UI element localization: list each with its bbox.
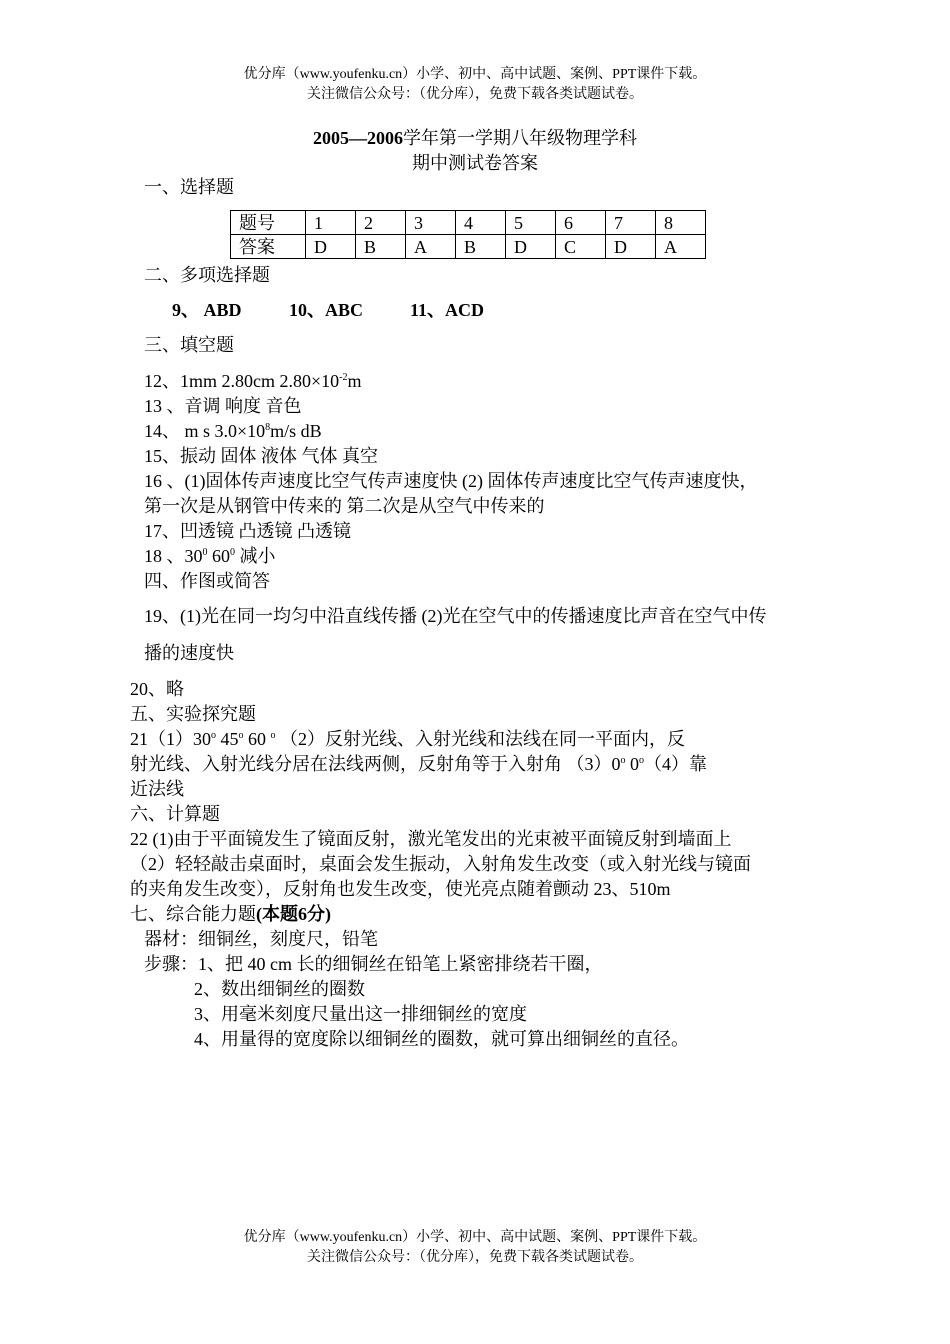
table-cell: 1 <box>306 211 356 235</box>
answer-q21-line1 <box>130 727 685 751</box>
table-cell: D <box>506 235 556 259</box>
page-subtitle: 期中测试卷答案 <box>412 153 538 173</box>
answer-q21-line2 <box>130 752 707 776</box>
title-rest: 学年第一学期八年级物理学科 <box>403 128 637 148</box>
answer-q13: 13 、音调 响度 音色 <box>144 396 302 416</box>
s7-materials: 器材：细铜丝，刻度尺，铅笔 <box>144 929 378 949</box>
q21-line2-a: 射光线、入射光线分居在法线两侧，反射角等于入射角 （3）0 <box>130 754 621 774</box>
section-3-heading: 三、填空题 <box>144 335 234 355</box>
answer-q14 <box>144 419 322 443</box>
footer-watermark-line1: 优分库（www.youfenku.cn）小学、初中、高中试题、案例、PPT课件下载。 <box>243 1230 707 1245</box>
s7-points-open: (本题 <box>256 904 298 924</box>
q21-part-a: 21（1）30 <box>130 729 211 749</box>
q21-part-b: 45 <box>216 729 239 749</box>
q21-line2-c: （4）靠 <box>644 754 707 774</box>
table-cell: A <box>656 235 706 259</box>
s7-step-2: 2、数出细铜丝的圈数 <box>194 979 365 999</box>
answer-q12 <box>144 369 362 393</box>
q14-unit: m/s dB <box>270 421 322 441</box>
table-cell: 2 <box>356 211 406 235</box>
table-cell: D <box>306 235 356 259</box>
section-7-heading <box>130 902 331 926</box>
answer-q22-line2: （2）轻轻敲击桌面时，桌面会发生振动，入射角发生改变（或入射光线与镜面 <box>130 854 751 874</box>
s7-step-4: 4、用量得的宽度除以细铜丝的圈数，就可算出细铜丝的直径。 <box>194 1029 689 1049</box>
answer-q15: 15、振动 固体 液体 气体 真空 <box>144 446 378 466</box>
table-label-answer: 答案 <box>231 235 306 259</box>
q12-unit: m <box>347 371 362 391</box>
q21-part-d: （2）反射光线、入射光线和法线在同一平面内，反 <box>275 729 685 749</box>
q18-degree-2: 0 <box>230 547 235 558</box>
s7-points-close: 分) <box>307 904 331 924</box>
q18-part3: 减小 <box>235 546 276 566</box>
q21-part-c: 60 <box>243 729 271 749</box>
table-cell: C <box>556 235 606 259</box>
table-cell: A <box>406 235 456 259</box>
answer-q18 <box>144 544 276 568</box>
q21-degree: o <box>211 730 216 741</box>
section-4-heading: 四、作图或简答 <box>144 571 270 591</box>
table-cell: 3 <box>406 211 456 235</box>
answer-q19-line1: 19、(1)光在同一均匀中沿直线传播 (2)光在空气中的传播速度比声音在空气中传 <box>144 606 767 626</box>
s7-step-3: 3、用毫米刻度尺量出这一排细铜丝的宽度 <box>194 1004 527 1024</box>
section-5-heading: 五、实验探究题 <box>130 704 256 724</box>
s7-points-value: 6 <box>298 904 307 924</box>
answer-q20: 20、略 <box>130 679 184 699</box>
table-cell: B <box>456 235 506 259</box>
answer-q21-line3: 近法线 <box>130 779 184 799</box>
table-row <box>231 235 706 259</box>
header-watermark-line1: 优分库（www.youfenku.cn）小学、初中、高中试题、案例、PPT课件下载。 <box>243 67 707 82</box>
section-2-heading: 二、多项选择题 <box>144 265 270 285</box>
page-title <box>0 126 950 150</box>
answer-q19-line2: 播的速度快 <box>144 643 234 663</box>
table-cell: 5 <box>506 211 556 235</box>
q14-text: 14、 m s 3.0×10 <box>144 421 266 441</box>
footer-watermark-line2: 关注微信公众号：（优分库），免费下载各类试题试卷。 <box>307 1250 643 1265</box>
answer-q16-line2: 第一次是从钢管中传来的 第二次是从空气中传来的 <box>144 496 545 516</box>
section-1-heading: 一、选择题 <box>144 177 234 197</box>
table-cell: 8 <box>656 211 706 235</box>
answer-q22-line3: 的夹角发生改变），反射角也发生改变，使光亮点随着颤动 23、510m <box>130 879 671 899</box>
table-cell: 4 <box>456 211 506 235</box>
title-year: 2005—2006 <box>313 128 403 148</box>
q18-part1: 18 、30 <box>144 546 203 566</box>
answer-q17: 17、凹透镜 凸透镜 凸透镜 <box>144 521 351 541</box>
section-6-heading: 六、计算题 <box>130 804 220 824</box>
answer-q11: 11、ACD <box>410 300 485 320</box>
q12-text: 12、1mm 2.80cm 2.80×10 <box>144 371 340 391</box>
q14-exponent: 8 <box>265 422 271 433</box>
s7-step-1: 步骤：1、把 40 cm 长的细铜丝在铅笔上紧密排绕若干圈， <box>144 954 603 974</box>
table-label-question: 题号 <box>231 211 306 235</box>
answer-q10: 10、ABC <box>289 300 364 320</box>
answer-q22-line1: 22 (1)由于平面镜发生了镜面反射，激光笔发出的光束被平面镜反射到墙面上 <box>130 829 732 849</box>
table-row <box>231 211 706 235</box>
header-watermark-line2: 关注微信公众号：（优分库），免费下载各类试题试卷。 <box>307 87 643 102</box>
q18-part2: 60 <box>207 546 230 566</box>
q21-degree: o <box>639 755 644 766</box>
answer-q9: 9、 ABD <box>172 300 242 320</box>
q21-degree: o <box>270 730 276 741</box>
q21-line2-b: 0 <box>625 754 639 774</box>
table-cell: B <box>356 235 406 259</box>
q12-exponent: -2 <box>339 372 348 383</box>
q18-degree-1: 0 <box>202 547 208 558</box>
table-cell: 7 <box>606 211 656 235</box>
s7-heading-text: 七、综合能力题 <box>130 904 256 924</box>
q21-degree: o <box>238 730 244 741</box>
answer-table <box>230 210 706 259</box>
answer-q16-line1: 16 、(1)固体传声速度比空气传声速度快 (2) 固体传声速度比空气传声速度快， <box>144 471 758 491</box>
q21-degree: o <box>620 755 626 766</box>
table-cell: D <box>606 235 656 259</box>
table-cell: 6 <box>556 211 606 235</box>
